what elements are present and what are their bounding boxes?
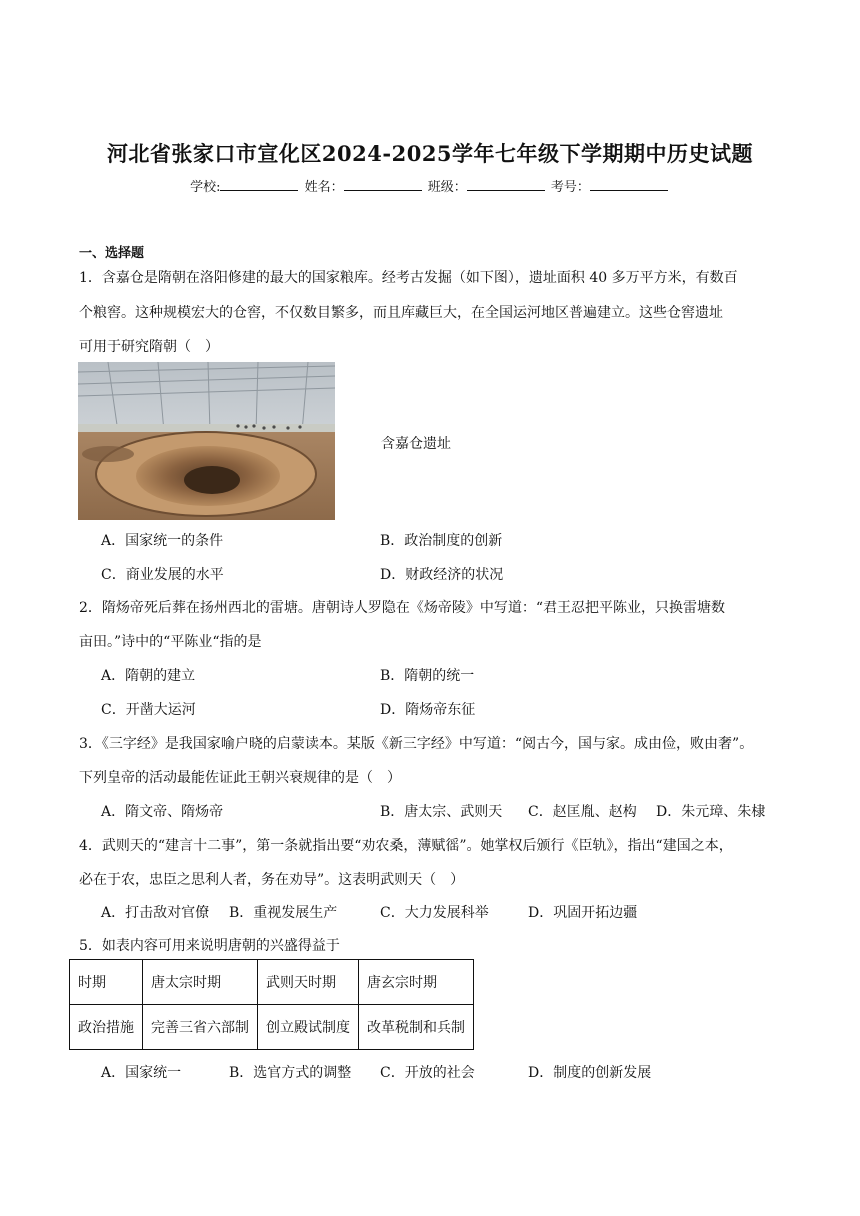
name-blank	[344, 179, 422, 191]
q3-option-d[interactable]: D．朱元璋、朱棣	[656, 804, 766, 820]
q1-option-d[interactable]: D．财政经济的状况	[380, 567, 504, 583]
table-cell: 完善三省六部制	[143, 1005, 258, 1050]
q2-line-1: 2．隋炀帝死后葬在扬州西北的雷塘。唐朝诗人罗隐在《炀帝陵》中写道：“君王忍把平陈业，只换雷塘数	[79, 600, 726, 616]
q1-option-c[interactable]: C．商业发展的水平	[101, 567, 224, 583]
q4-option-b[interactable]: B．重视发展生产	[229, 905, 338, 921]
page-title: 河北省张家口市宣化区2024-2025学年七年级下学期期中历史试题	[106, 141, 754, 166]
q1-line-1: 1．含嘉仓是隋朝在洛阳修建的最大的国家粮库。经考古发掘（如下图），遗址面积 40 多万平方米，有数百	[79, 270, 738, 286]
student-info-line	[0, 176, 860, 195]
exam-number-label: 考号：	[550, 180, 590, 195]
image-caption: 含嘉仓遗址	[381, 436, 451, 452]
table-cell: 时期	[70, 960, 143, 1005]
q3-option-c[interactable]: C．赵匡胤、赵构	[528, 804, 637, 820]
exam-number-blank	[590, 179, 668, 191]
measures-table	[69, 959, 474, 1050]
table-row	[70, 1005, 474, 1050]
q5-option-c[interactable]: C．开放的社会	[380, 1065, 475, 1081]
q3-option-b[interactable]: B．唐太宗、武则天	[380, 804, 503, 820]
q5-line-1: 5．如表内容可用来说明唐朝的兴盛得益于	[79, 938, 340, 954]
q5-option-d[interactable]: D．制度的创新发展	[528, 1065, 652, 1081]
q5-option-a[interactable]: A．国家统一	[101, 1065, 182, 1081]
q2-option-b[interactable]: B．隋朝的统一	[380, 668, 475, 684]
hanjia-granary-photo	[78, 362, 335, 520]
school-label: 学校:	[190, 180, 221, 195]
section-title: 一、选择题	[79, 246, 145, 261]
q2-option-d[interactable]: D．隋炀帝东征	[380, 702, 476, 718]
q4-option-a[interactable]: A．打击敌对官僚	[101, 905, 210, 921]
q5-option-b[interactable]: B．选官方式的调整	[229, 1065, 352, 1081]
q4-line-2: 必在于农，忠臣之思利人者，务在劝导”。这表明武则天（ ）	[79, 872, 465, 888]
q1-line-3: 可用于研究隋朝（ ）	[79, 339, 219, 355]
q4-option-c[interactable]: C．大力发展科举	[380, 905, 489, 921]
q1-option-a[interactable]: A．国家统一的条件	[101, 533, 224, 549]
table-cell: 武则天时期	[258, 960, 359, 1005]
q1-option-b[interactable]: B．政治制度的创新	[380, 533, 503, 549]
table-cell: 政治措施	[70, 1005, 143, 1050]
q2-option-a[interactable]: A．隋朝的建立	[101, 668, 196, 684]
class-blank	[467, 179, 545, 191]
q1-line-2: 个粮窖。这种规模宏大的仓窖，不仅数目繁多，而且库藏巨大，在全国运河地区普遍建立。这些仓窖遗址	[79, 305, 723, 321]
q2-option-c[interactable]: C．开凿大运河	[101, 702, 196, 718]
q3-line-1: 3．《三字经》是我国家喻户晓的启蒙读本。某版《新三字经》中写道：“阅古今，国与家。成由俭，败由奢”。	[79, 736, 754, 752]
q4-line-1: 4．武则天的“建言十二事”，第一条就指出要“劝农桑，薄赋徭”。她掌权后颁行《臣轨》，指出“建国之本，	[79, 838, 733, 854]
q4-option-d[interactable]: D．巩固开拓边疆	[528, 905, 638, 921]
table-row	[70, 960, 474, 1005]
school-blank	[220, 179, 298, 191]
table-cell: 创立殿试制度	[258, 1005, 359, 1050]
name-label: 姓名：	[304, 180, 344, 195]
q3-line-2: 下列皇帝的活动最能佐证此王朝兴衰规律的是（ ）	[79, 770, 401, 786]
q2-line-2: 亩田。”诗中的“平陈业“指的是	[79, 634, 262, 650]
table-cell: 唐太宗时期	[143, 960, 258, 1005]
class-label: 班级：	[427, 180, 467, 195]
q3-option-a[interactable]: A．隋文帝、隋炀帝	[101, 804, 224, 820]
table-cell: 改革税制和兵制	[359, 1005, 474, 1050]
table-cell: 唐玄宗时期	[359, 960, 474, 1005]
